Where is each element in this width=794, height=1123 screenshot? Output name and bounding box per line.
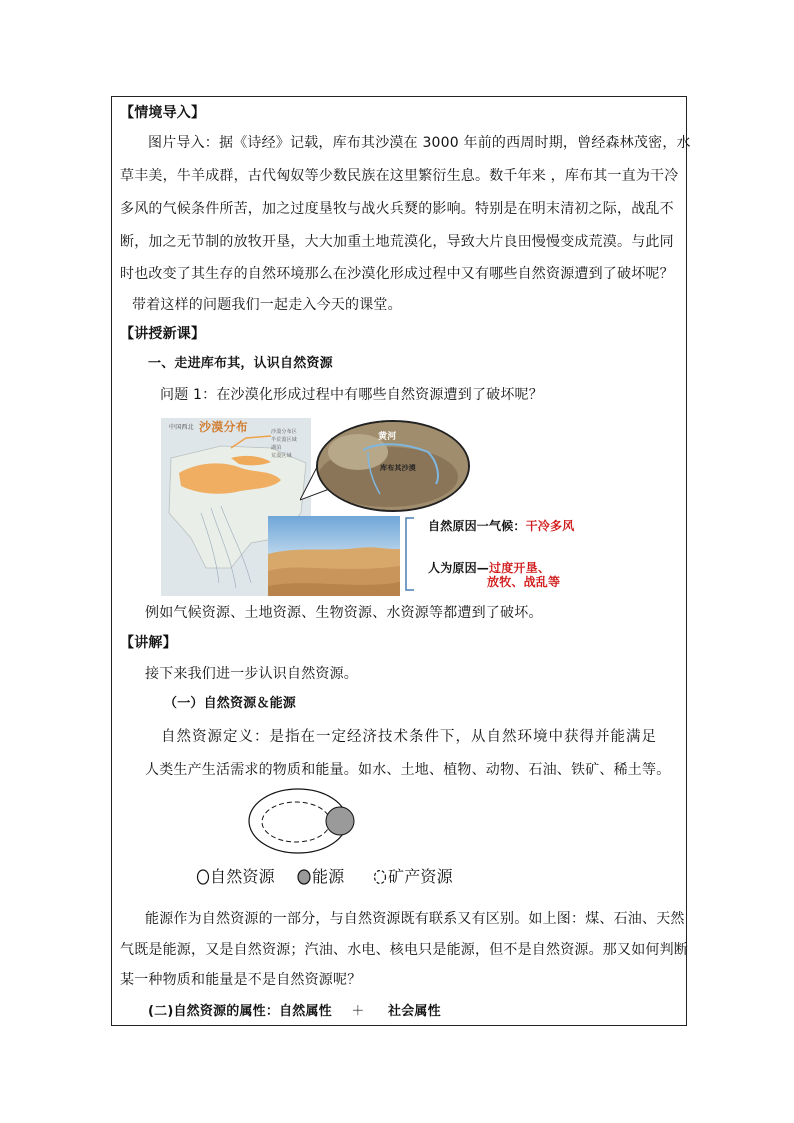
natural-cause-value: 干冷多风 <box>525 519 575 533</box>
intro-line-1: 图片导入：据《诗经》记载，库布其沙漠在 3000 年前的西周时期，曾经森林茂密，水 <box>148 135 691 151</box>
human-cause-value-1: 过度开垦、 <box>489 561 551 575</box>
human-cause-value-2: 放牧、战乱等 <box>487 575 561 589</box>
attributes-plus: ＋ <box>351 1004 365 1019</box>
natural-cause-prefix: 自然原因一气候： <box>428 519 526 533</box>
legend-energy: 能源 <box>312 867 345 886</box>
legend-item: 沙漠分布区 <box>271 429 298 435</box>
explain-heading: 【讲解】 <box>120 635 177 651</box>
attributes-label: (二)自然资源的属性：自然属性 <box>148 1004 332 1019</box>
attributes-heading <box>148 1003 441 1021</box>
legend-item: 半荒漠区域 <box>271 437 298 443</box>
energy-para-line-1: 能源作为自然资源的一部分，与自然资源既有联系又有区别。如上图：煤、石油、天然 <box>145 911 685 927</box>
inset-label-river: 黄河 <box>378 432 397 442</box>
natural-cause <box>428 517 574 535</box>
venn-legend <box>196 866 456 888</box>
intro-line-4: 断，加之无节制的放牧开垦，大大加重土地荒漠化，导致大片良田慢慢变成荒漠。与此同 <box>120 234 674 250</box>
energy-para-line-3: 某一种物质和能量是不是自然资源呢？ <box>120 972 362 988</box>
inset-label-desert: 库布其沙漠 <box>380 464 416 472</box>
mineral-resource-ellipse <box>262 802 330 842</box>
desert-photo <box>268 516 400 596</box>
intro-line-3: 多风的气候条件所苦，加之过度垦牧与战火兵燹的影响。特别是在明末清初之际，战乱不 <box>120 201 674 217</box>
definition-line-2: 人类生产生活需求的物质和能量。如水、土地、植物、动物、石油、铁矿、稀土等。 <box>145 762 671 778</box>
intro-line-6: 带着这样的问题我们一起走入今天的课堂。 <box>132 297 402 313</box>
human-cause-prefix: 人为原因— <box>428 561 490 575</box>
legend-natural-resource: 自然资源 <box>210 867 275 886</box>
map-title-small: 中国西北 <box>169 424 194 431</box>
resource-venn-diagram <box>246 786 366 856</box>
energy-legend-icon <box>296 869 312 885</box>
intro-heading: 【情境导入】 <box>120 105 206 121</box>
energy-para-line-2: 气既是能源，又是自然资源；汽油、水电、核电只是能源，但不是自然资源。那又如何判断 <box>120 942 688 958</box>
explain-subheading: （一）自然资源＆能源 <box>164 696 297 711</box>
definition-line-1: 自然资源定义：是指在一定经济技术条件下，从自然环境中获得并能满足 <box>161 729 657 745</box>
new-lesson-subheading: 一、走进库布其，认识自然资源 <box>148 356 333 371</box>
desert-photo-graphic <box>268 516 400 596</box>
natural-resource-legend-icon <box>196 869 210 885</box>
explain-intro: 接下来我们进一步认识自然资源。 <box>145 666 358 682</box>
attributes-social: 社会属性 <box>388 1004 441 1019</box>
energy-circle <box>326 807 354 835</box>
new-lesson-heading: 【讲授新课】 <box>120 326 206 342</box>
legend-item: 荒漠区域 <box>271 453 292 459</box>
question-1: 问题 1：在沙漠化形成过程中有哪些自然资源遭到了破坏呢？ <box>160 387 543 403</box>
example-line: 例如气候资源、土地资源、生物资源、水资源等都遭到了破坏。 <box>145 605 543 621</box>
intro-line-5: 时也改变了其生存的自然环境那么在沙漠化形成过程中又有哪些自然资源遭到了破坏呢？ <box>120 266 674 282</box>
legend-mineral-resource: 矿产资源 <box>388 867 453 886</box>
legend-item: 湖泊 <box>271 445 282 451</box>
map-title: 沙漠分布 <box>199 420 248 434</box>
kubuqi-satellite-inset <box>316 420 470 512</box>
mineral-legend-icon <box>372 869 388 885</box>
cause-bracket <box>402 516 416 592</box>
intro-line-2: 草丰美，牛羊成群，古代匈奴等少数民族在这里繁衍生息。数千年来 ，库布其一直为干冷 <box>120 168 679 184</box>
